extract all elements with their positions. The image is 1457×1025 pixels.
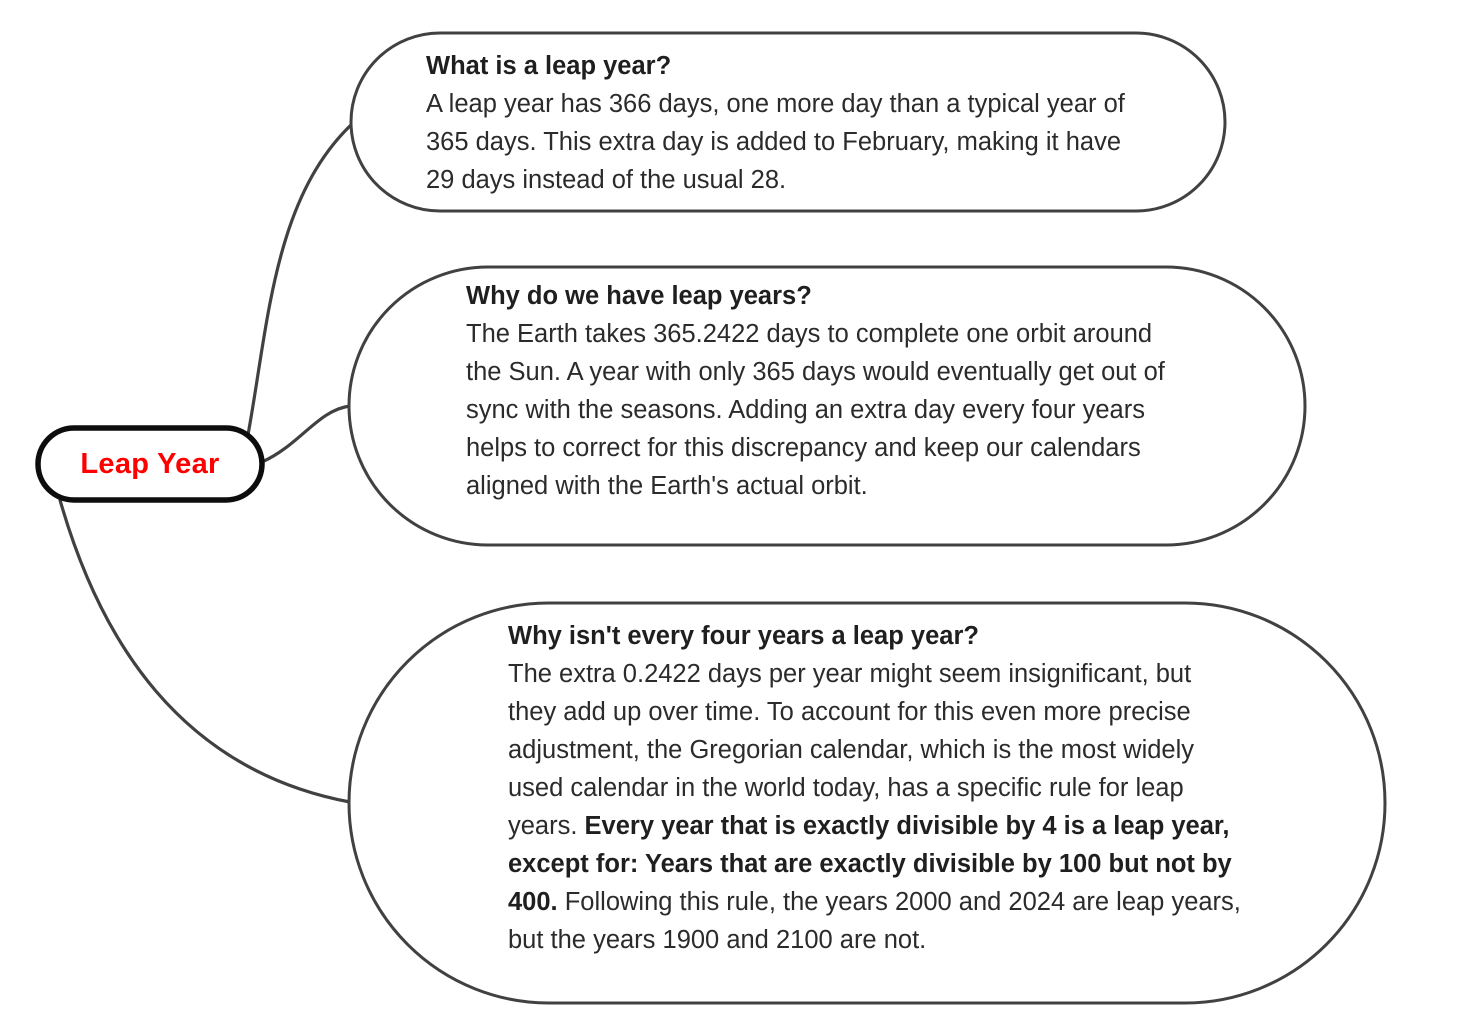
branch-2-body: The Earth takes 365.2422 days to complete one orbit around the Sun. A year with only 365 days would eventually get out of sync with the seasons. Adding an extra day every four years helps to correct for this discrepancy and keep our calendars aligned with the Earth's actual orbit.: [466, 320, 1165, 500]
branch-3-body-part2: Following this rule, the years 2000 and 2024 are leap years, but the years 1900 and 2100 are not.: [508, 888, 1241, 954]
branch-3-body: [508, 655, 1243, 959]
branch-3-heading: Why isn't every four years a leap year?: [508, 622, 979, 650]
central-node-label: Leap Year: [80, 447, 220, 480]
branch-1-body: A leap year has 366 days, one more day than a typical year of 365 days. This extra day is added to February, making it have 29 days instead of the usual 28.: [426, 90, 1125, 194]
branch-3-body-part1: The extra 0.2422 days per year might seem insignificant, but they add up over time. To account for this even more precise adjustment, the Gregorian calendar, which is the most widely used calendar in the world today, has a specific rule for leap years.: [508, 660, 1195, 840]
branch-1-heading: What is a leap year?: [426, 52, 672, 80]
branch-3-rule-bold: Every year that is exactly divisible by 4 is a leap year, except for: Years that are exactly divisible by 100 but not by 400.: [508, 812, 1232, 916]
connector-to-branch-1: [247, 124, 352, 440]
branch-3-text: [508, 617, 1243, 959]
connector-to-branch-3: [60, 500, 350, 802]
branch-1-text: [426, 47, 1126, 199]
branch-2-text: [466, 277, 1171, 505]
connector-to-branch-2: [262, 406, 350, 462]
branch-2-heading: Why do we have leap years?: [466, 282, 812, 310]
